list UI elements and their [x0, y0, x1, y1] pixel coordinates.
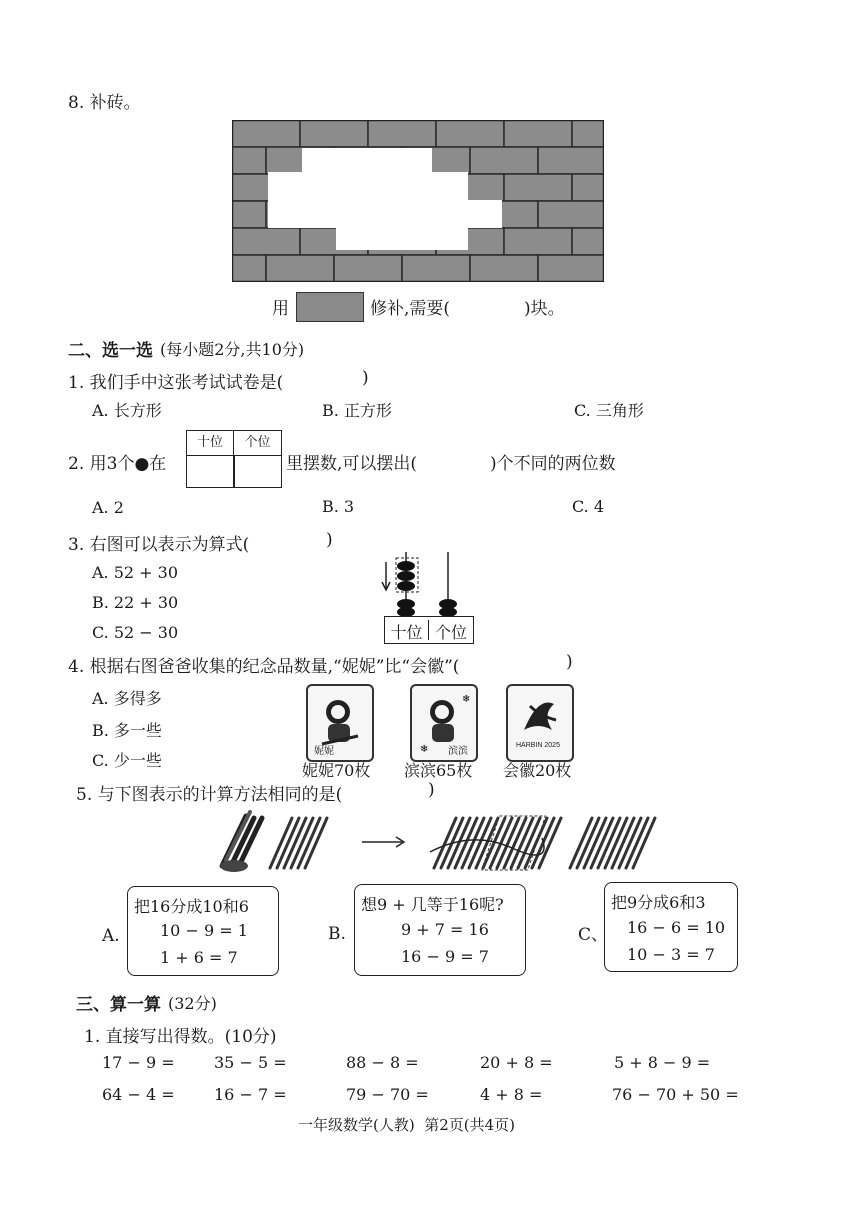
q3-option-b: B. 22 + 30: [92, 593, 179, 612]
emblem-caption: 会徽20枚: [503, 761, 572, 780]
brick: [572, 174, 604, 201]
q8-title: 8. 补砖。: [68, 93, 141, 113]
tens-header: 十位: [187, 431, 234, 456]
q5-a-line2: 10 − 9 = 1: [160, 921, 248, 940]
abacus-tens-label: 十位: [385, 620, 429, 640]
q4-option-a: A. 多得多: [92, 689, 162, 708]
brick: [504, 228, 572, 255]
q5-c-line3: 10 − 3 = 7: [627, 945, 715, 964]
abacus-ones-label: 个位: [434, 623, 467, 642]
abacus-figure: [378, 548, 478, 618]
q4-option-c: C. 少一些: [92, 751, 162, 770]
loose-sticks: [270, 818, 327, 868]
calc-item: 76 − 70 + 50 =: [612, 1085, 739, 1104]
q5-option-c-box: [604, 882, 738, 972]
q8-fill-suffix: 修补,需要(: [370, 299, 451, 319]
brick: [470, 255, 538, 282]
section3-title: 三、算一算: [76, 995, 161, 1015]
q3-option-c: C. 52 − 30: [92, 623, 179, 642]
brick: [232, 255, 266, 282]
calc-item: 17 − 9 =: [102, 1053, 175, 1072]
souvenir-nini-badge: [306, 684, 374, 762]
table-divider: [233, 456, 235, 487]
souvenir-emblem-badge: [506, 684, 574, 762]
brick: [232, 201, 266, 228]
q4-close: ): [566, 652, 573, 672]
dashed-sticks: [570, 818, 655, 868]
q5-option-b-box: [354, 884, 526, 976]
q2-option-c: C. 4: [572, 497, 605, 516]
brick: [266, 255, 334, 282]
ones-header: 个位: [234, 431, 281, 456]
q1-option-a: A. 长方形: [92, 401, 162, 420]
q5-stem: 5. 与下图表示的计算方法相同的是(: [76, 785, 343, 805]
calc-item: 88 − 8 =: [346, 1053, 419, 1072]
q5-option-b-label: B.: [328, 924, 346, 944]
single-brick-icon: [296, 292, 364, 322]
q1-option-c: C. 三角形: [574, 401, 644, 420]
q5-c-line2: 16 − 6 = 10: [627, 918, 726, 937]
svg-text:❄: ❄: [462, 694, 471, 705]
binbin-tag: 滨滨: [448, 746, 468, 757]
calc-item: 64 − 4 =: [102, 1085, 175, 1104]
brick: [504, 174, 572, 201]
q2-stem-b: 里摆数,可以摆出(: [286, 454, 418, 474]
q4-stem: 4. 根据右图爸爸收集的纪念品数量,“妮妮”比“会徽”(: [68, 657, 460, 677]
q4-option-b: B. 多一些: [92, 721, 162, 740]
calc-item: 20 + 8 =: [480, 1053, 553, 1072]
brick: [538, 147, 604, 174]
q1-close: ): [362, 368, 369, 388]
souvenir-binbin-badge: [410, 684, 478, 762]
q5-b-line1: 想9 + 几等于16呢?: [361, 895, 504, 914]
q8-fill-end: )块。: [524, 299, 565, 319]
brick: [436, 120, 504, 147]
q5-a-line3: 1 + 6 = 7: [160, 948, 238, 967]
q5-b-line2: 9 + 7 = 16: [401, 920, 489, 939]
svg-text:❄: ❄: [420, 744, 429, 755]
page-footer: 一年级数学(人教) 第2页(共4页): [298, 1116, 516, 1134]
q1-option-b: B. 正方形: [322, 401, 392, 420]
q5-a-line1: 把16分成10和6: [134, 897, 249, 916]
stick-bundle-icon: [220, 812, 262, 872]
brick: [368, 120, 436, 147]
nini-tag: 妮妮: [314, 746, 334, 757]
calc-item: 79 − 70 =: [346, 1085, 429, 1104]
q3-option-a: A. 52 + 30: [92, 563, 179, 582]
place-value-table: [186, 430, 282, 488]
brick: [470, 147, 538, 174]
q2-stem-a: 2. 用3个●在: [68, 454, 167, 474]
sticks-figure: [212, 808, 662, 878]
q5-b-line3: 16 − 9 = 7: [401, 947, 489, 966]
brick: [572, 228, 604, 255]
q5-close: ): [428, 780, 435, 800]
section2-note: (每小题2分,共10分): [160, 340, 305, 359]
q5-c-line1: 把9分成6和3: [611, 893, 706, 912]
brick: [504, 120, 572, 147]
brick: [334, 255, 402, 282]
section3-note: (32分): [168, 994, 217, 1013]
q5-option-c-label: C、: [578, 925, 609, 945]
brick: [232, 120, 300, 147]
calc-item: 5 + 8 − 9 =: [614, 1053, 711, 1072]
calc-item: 16 − 7 =: [214, 1085, 287, 1104]
section2-title: 二、选一选: [68, 341, 153, 361]
brick: [232, 228, 300, 255]
q2-option-b: B. 3: [322, 497, 355, 516]
binbin-caption: 滨滨65枚: [404, 761, 473, 780]
brick: [232, 147, 266, 174]
brick: [300, 120, 368, 147]
q3-close: ): [326, 530, 333, 550]
brick: [538, 255, 604, 282]
q5-option-a-label: A.: [102, 926, 120, 946]
q2-stem-c: )个不同的两位数: [490, 454, 616, 474]
q8-fill-prefix: 用: [272, 299, 289, 319]
calc-item: 4 + 8 =: [480, 1085, 543, 1104]
q2-option-a: A. 2: [92, 498, 124, 517]
q1-stem: 1. 我们手中这张考试试卷是(: [68, 373, 284, 393]
brick-wall: [232, 120, 604, 282]
calc-q1-title: 1. 直接写出得数。(10分): [84, 1027, 277, 1047]
q3-stem: 3. 右图可以表示为算式(: [68, 535, 250, 555]
emblem-tag: HARBIN 2025: [516, 742, 560, 749]
brick: [572, 120, 604, 147]
brick: [538, 201, 604, 228]
brick: [402, 255, 470, 282]
abacus-labels: [384, 616, 474, 644]
nini-caption: 妮妮70枚: [302, 761, 371, 780]
q5-option-a-box: [127, 886, 279, 976]
calc-item: 35 − 5 =: [214, 1053, 287, 1072]
